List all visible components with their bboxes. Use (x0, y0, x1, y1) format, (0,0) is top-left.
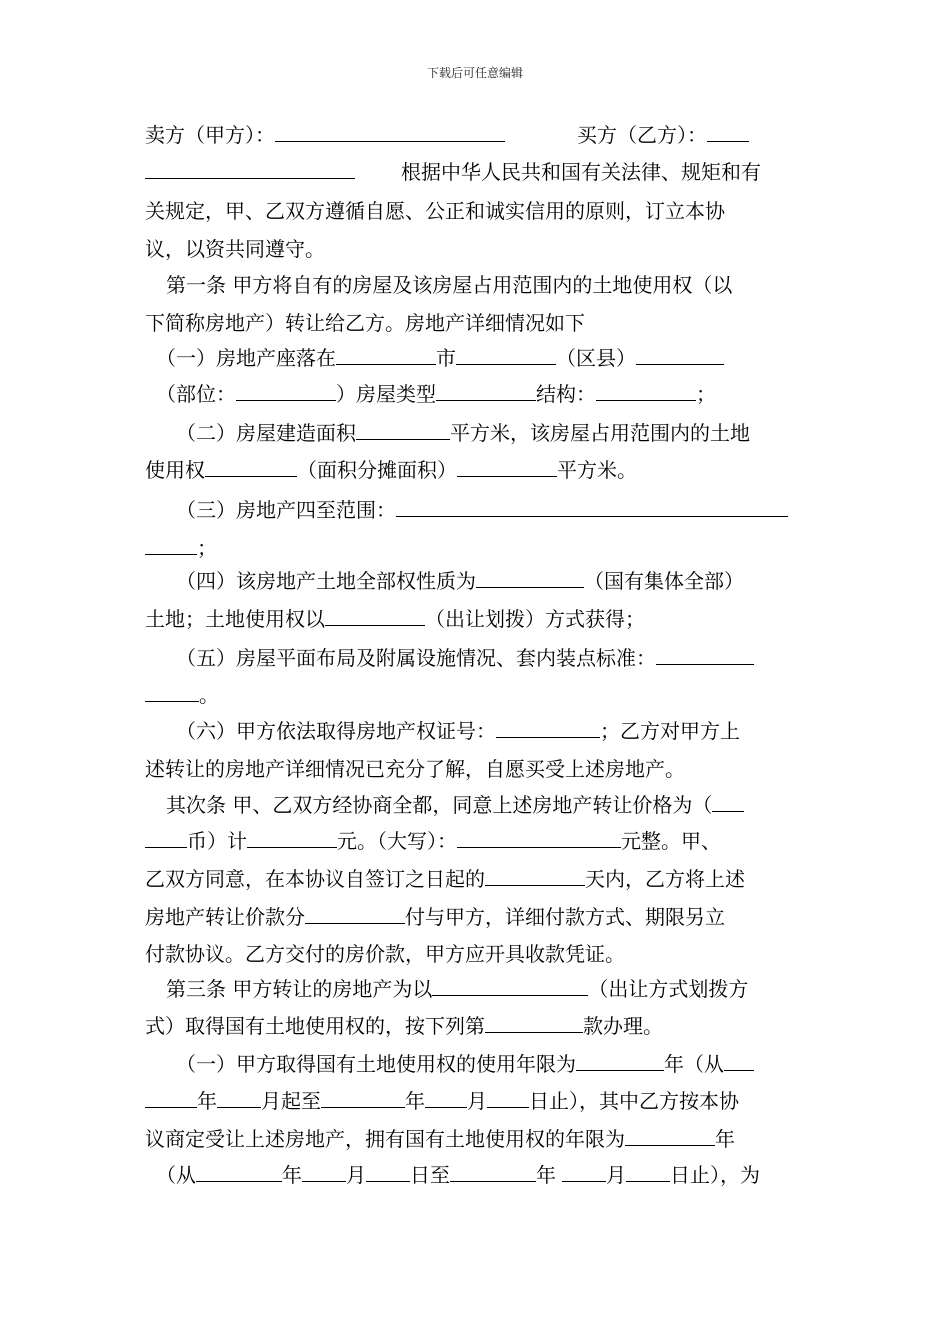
price-blank (247, 829, 337, 848)
b-from-year-blank (196, 1163, 282, 1182)
article-text: 款办理。 (583, 1014, 663, 1038)
article-text: 付与甲方，详细付款方式、期限另立 (405, 905, 725, 929)
article-text: 年 (715, 1127, 735, 1151)
clause-text: （一）房地产座落在 (156, 346, 336, 370)
buyer-label: 买方（乙方）： (577, 123, 707, 147)
boundary-blank (396, 498, 788, 517)
clause-text: 述转让的房地产详细情况已充分了解，自愿买受上述房地产。 (145, 757, 685, 781)
item-2-line (176, 420, 846, 446)
preamble-text: 关规定，甲、乙双方遵循自愿、公正和诚实信用的原则，订立本协 (145, 199, 725, 223)
text-line (145, 1088, 815, 1114)
layout-blank-cont (145, 683, 199, 702)
buyer-term-blank (625, 1127, 715, 1146)
structure-blank (596, 382, 696, 401)
text-line (145, 866, 815, 892)
article-text: 天内，乙方将上述 (585, 867, 745, 891)
article-text: 付款协议。乙方交付的房价款，甲方应开具收款凭证。 (145, 942, 625, 966)
text-line (145, 535, 815, 561)
house-type-blank (436, 382, 536, 401)
text-line (145, 756, 815, 782)
to-year-blank (321, 1089, 405, 1108)
item-4-line (176, 568, 846, 594)
text-line (145, 159, 815, 185)
shared-area-blank (457, 458, 557, 477)
article-2-heading (166, 792, 836, 818)
text-line (145, 682, 815, 708)
text-line (145, 828, 835, 854)
article-text: 月起至 (261, 1089, 321, 1113)
article-text: 月 (467, 1089, 487, 1113)
text-line (145, 1013, 815, 1039)
item-5-line (176, 645, 846, 671)
text-line (145, 606, 815, 632)
clause-text: 。 (199, 683, 219, 707)
seller-label: 卖方（甲方）： (145, 123, 275, 147)
article-text: 其次条 甲、乙双方经协商全都，同意上述房地产转让价格为（ (166, 793, 713, 817)
from-month-blank (217, 1089, 261, 1108)
item-1-line (156, 345, 826, 371)
clause-text: 平方米，该房屋占用范围内的土地 (450, 421, 750, 445)
buyer-name-blank-cont (145, 160, 355, 179)
term-years-blank (576, 1052, 664, 1071)
clause-text: （出让划拨）方式获得； (425, 607, 645, 631)
article-3-heading (166, 976, 836, 1002)
clause-text: 平方米。 (557, 458, 637, 482)
clause-text: 市 (436, 346, 456, 370)
article-text: 元整。甲、 (621, 829, 721, 853)
article-1-heading (166, 272, 836, 298)
clause-text: （区县） (556, 346, 636, 370)
article-text: 日止），为 (670, 1163, 760, 1187)
clause-text: 使用权 (145, 458, 205, 482)
article-text: 日止），其中乙方按本协 (529, 1089, 739, 1113)
b-to-month-blank (562, 1163, 606, 1182)
item-6-line (176, 718, 846, 744)
article-text: 年 (536, 1163, 556, 1187)
seller-name-blank (275, 123, 505, 142)
clause-text: （面积分摊面积） (297, 458, 457, 482)
clause-text: ）房屋类型 (336, 382, 436, 406)
article-text: 议商定受让上述房地产，拥有国有土地使用权的年限为 (145, 1127, 625, 1151)
text-line (145, 1126, 815, 1152)
land-right-blank (205, 458, 297, 477)
text-line (145, 904, 815, 930)
clause-text: （二）房屋建造面积 (176, 421, 356, 445)
clause-text: （三）房地产四至范围： (176, 498, 396, 522)
text-line (156, 1162, 826, 1188)
article-text: 元。（大写）： (337, 829, 457, 853)
city-blank (456, 346, 556, 365)
text-line (145, 941, 815, 967)
boundary-blank-cont (145, 536, 197, 555)
article-3-item-1 (176, 1051, 846, 1077)
clause-text: （五）房屋平面布局及附属设施情况、套内装点标准： (176, 646, 656, 670)
b-to-day-blank (626, 1163, 670, 1182)
article-text: （一）甲方取得国有土地使用权的使用年限为 (176, 1052, 576, 1076)
from-year-blank-cont (145, 1089, 197, 1108)
article-text: 年 (405, 1089, 425, 1113)
currency-blank-cont (145, 829, 187, 848)
article-text: （出让方式划拨方 (588, 977, 749, 1001)
building-area-blank (356, 421, 450, 440)
article-text: 房地产转让价款分 (145, 905, 305, 929)
land-method-blank (432, 977, 588, 996)
from-year-blank (724, 1052, 754, 1071)
article-text: 年 (282, 1163, 302, 1187)
article-text: 月 (346, 1163, 366, 1187)
to-month-blank (425, 1089, 467, 1108)
article-text: 第一条 甲方将自有的房屋及该房屋占用范围内的土地使用权（以 (166, 273, 733, 297)
clause-text: 土地；土地使用权以 (145, 607, 325, 631)
article-text: 乙双方同意，在本协议自签订之日起的 (145, 867, 485, 891)
article-text: 下简称房地产）转让给乙方。房地产详细情况如下 (145, 311, 585, 335)
preamble-text: 议，以资共同遵守。 (145, 237, 325, 261)
buyer-name-blank (707, 123, 749, 142)
certificate-number-blank (496, 719, 600, 738)
article-text: （从 (156, 1163, 196, 1187)
clause-text: （国有集体全部） (584, 569, 744, 593)
acquisition-method-blank (325, 607, 425, 626)
text-line (145, 457, 815, 483)
article-text: 第三条 甲方转让的房地产为以 (166, 977, 433, 1001)
clause-text: ；乙方对甲方上 (600, 719, 740, 743)
text-line (145, 236, 815, 262)
clause-number-blank (485, 1014, 583, 1033)
article-text: 月 (606, 1163, 626, 1187)
article-text: 式）取得国有土地使用权的，按下列第 (145, 1014, 485, 1038)
article-text: 年（从 (664, 1052, 724, 1076)
clause-text: ； (197, 536, 217, 560)
days-blank (485, 867, 585, 886)
article-text: 日至 (410, 1163, 450, 1187)
page-header: 下载后可任意编辑 (426, 66, 523, 80)
b-from-day-blank (366, 1163, 410, 1182)
location-blank (336, 346, 436, 365)
item-3-line (176, 497, 846, 523)
district-blank (636, 346, 724, 365)
clause-text: ； (696, 382, 716, 406)
text-line (156, 381, 826, 407)
currency-blank (712, 793, 744, 812)
article-text: 币）计 (187, 829, 247, 853)
position-blank (236, 382, 336, 401)
preamble-text: 根据中华人民共和国有关法律、规矩和有 (401, 160, 761, 184)
price-words-blank (457, 829, 621, 848)
clause-text: 结构： (536, 382, 596, 406)
b-from-month-blank (302, 1163, 346, 1182)
b-to-year-blank (450, 1163, 536, 1182)
seller-buyer-line (145, 122, 815, 148)
clause-text: （六）甲方依法取得房地产权证号： (176, 719, 496, 743)
clause-text: （四）该房地产土地全部权性质为 (176, 569, 476, 593)
layout-blank (656, 646, 754, 665)
installments-blank (305, 905, 405, 924)
article-text: 年 (197, 1089, 217, 1113)
clause-text: （部位： (156, 382, 236, 406)
ownership-nature-blank (476, 569, 584, 588)
text-line (145, 198, 815, 224)
text-line (145, 310, 815, 336)
to-day-blank (487, 1089, 529, 1108)
